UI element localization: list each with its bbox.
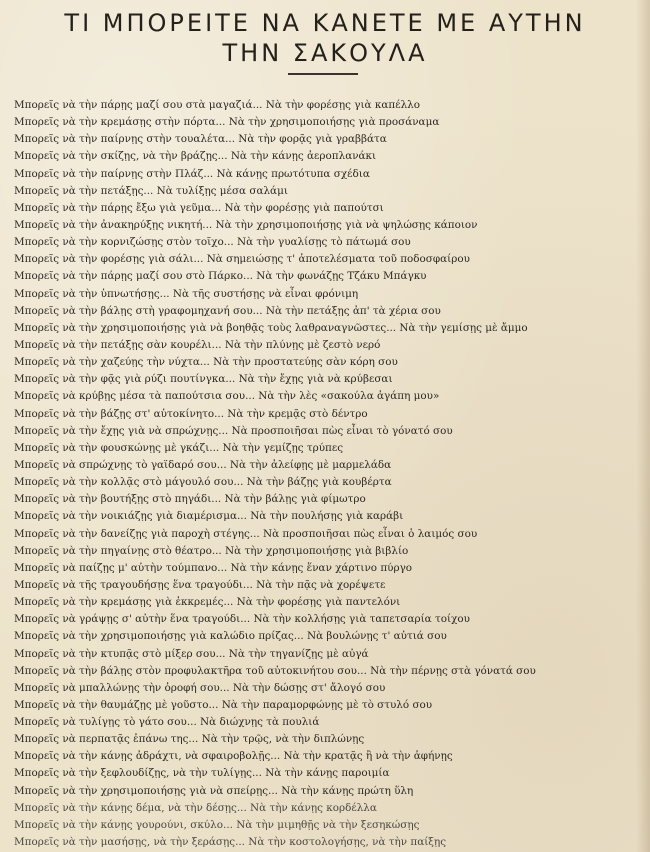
text-line: Μπορεῖς νὰ τὴν φουσκώνῃς μὲ γκάζι... Νὰ τὴν γεμίζῃς τρύπες [14,441,344,454]
text-line: Μπορεῖς νὰ τὴν παίρνῃς στὴν Πλάζ... Νὰ κάνῃς πρωτότυπα σχέδια [14,167,370,180]
text-line: Μπορεῖς νὰ τυλίγῃς τὸ γάτο σου... Νὰ διώχνῃς τὰ πουλιά [14,716,320,729]
text-line: Μπορεῖς νὰ τὴν βουτήξῃς στὸ πηγάδι... Νὰ τὴν βάλῃς γιὰ φίμωτρο [14,493,366,506]
text-line: Μπορεῖς νὰ τὴν βάλῃς στὸν προφυλακτῆρα τοῦ αὐτοκινήτου σου... Νὰ τὴν πέρνῃς στὰ γόνατά σου [14,664,536,677]
text-line: Μπορεῖς νὰ τὴν ξεφλουδίζῃς, νὰ τὴν τυλίγῃς... Νὰ τὴν κάνῃς παροιμία [14,767,390,780]
text-line: Μπορεῖς νὰ τὴν μασήσῃς, νὰ τὴν ξεράσῃς... Νὰ τὴν κοστολογήσῃς, νὰ τὴν παίξῃς [14,836,447,849]
page-title [0,8,650,68]
text-line: Μπορεῖς νὰ τὴν πάρῃς μαζί σου στὰ μαγαζιά... Νὰ τὴν φορέσῃς γιὰ καπέλλο [14,99,421,111]
text-line: Μπορεῖς νὰ σπρώχνῃς τὸ γαϊδαρό σου... Νὰ τὴν ἀλείφῃς μὲ μαρμελάδα [14,458,392,471]
text-line: Μπορεῖς νὰ μπαλλώνῃς τὴν ὀροφή σου... Νὰ τὴν δώσῃς στ' ἄλογό σου [14,681,386,694]
text-line: Μπορεῖς νὰ τὴν κρεμάσῃς στὴν πόρτα... Νὰ τὴν χρησιμοποιήσῃς γιὰ προσάναμα [14,116,440,129]
text-line: Μπορεῖς νὰ τὴν πάρῃς ἔξω γιὰ γεῦμα... Νὰ τὴν φορέσῃς γιὰ παπούτσι [14,201,384,214]
suggestion-list [14,97,640,851]
text-line: Μπορεῖς νὰ τὴν νοικιάζῃς γιὰ διαμέρισμα... Νὰ τὴν πουλήσῃς γιὰ καράβι [14,510,404,523]
text-line: Μπορεῖς νὰ τὴν κρεμάσῃς γιὰ ἐκκρεμές... Νὰ τὴν φορέσῃς γιὰ παντελόνι [14,596,401,609]
text-line: Μπορεῖς νὰ τὴν πηγαίνῃς στὸ θέατρο... Νὰ τὴν χρησιμοποιήσῃς γιὰ βιβλίο [14,544,409,557]
text-line: Μπορεῖς νὰ τὴν χαζεύῃς τὴν νύχτα... Νὰ τὴν προστατεύῃς σὰν κόρη σου [14,356,398,369]
text-line: Μπορεῖς νὰ περπατᾷς ἐπάνω της... Νὰ τὴν τρῷς, νὰ τὴν διπλώνῃς [14,733,365,746]
text-line: Μπορεῖς νὰ τὴν κάνῃς ἀδράχτι, νὰ σφαιροβολῇς... Νὰ τὴν κρατᾷς ἢ νὰ τὴν ἀφήνῃς [14,750,453,763]
text-line: Μπορεῖς νὰ τὴν βάζῃς στ' αὐτοκίνητο... Νὰ τὴν κρεμᾷς στὸ δέντρο [14,407,368,420]
text-line: Μπορεῖς νὰ τὴν θαυμάζῃς μὲ γοῦστο... Νὰ τὴν παραμορφώνῃς μὲ τὸ στυλό σου [14,698,433,711]
title-underline-divider [288,73,358,75]
text-line: Μπορεῖς νὰ τὴν βάλῃς στὴ γραφομηχανή σου... Νὰ τὴν πετάξῃς ἀπ' τὰ χέρια σου [14,304,441,317]
text-line: Μπορεῖς νὰ κρύβῃς μέσα τὰ παπούτσια σου... Νὰ τὴν λὲς «σακούλα ἀγάπη μου» [14,390,440,403]
text-line: Μπορεῖς νὰ τὴν χρησιμοποιήσῃς γιὰ νὰ βοηθᾷς τοὺς λαθραναγνῶστες... Νὰ τὴν γεμίσῃς μὲ ἄμμο [14,321,528,334]
text-line: Μπορεῖς νὰ γράψῃς σ' αὐτὴν ἕνα τραγούδι... Νὰ τὴν κολλήσῃς γιὰ ταπετσαρία τοίχου [14,613,470,626]
text-line: Μπορεῖς νὰ τὴν ἀνακηρύξῃς νικητή... Νὰ τὴν χρησιμοποιήσῃς γιὰ νὰ ψηλώσῃς κάποιον [14,218,478,231]
text-line: Μπορεῖς νὰ τὴν χρησιμοποιήσῃς γιὰ νὰ σπείρῃς... Νὰ τὴν κάνῃς πρώτη ὕλη [14,784,414,797]
title-line-2: ΤΗΝ ΣΑΚΟΥΛΑ [222,39,428,67]
text-line: Μπορεῖς νὰ τὴν ἔχῃς γιὰ νὰ σπρώχνῃς... Νὰ προσποιῆσαι πὼς εἶναι τὸ γόνατό σου [14,424,453,437]
text-line: Μπορεῖς νὰ τῆς τραγουδήσῃς ἕνα τραγούδι... Νὰ τὴν πᾷς νὰ χορέψετε [14,578,386,591]
text-line: Μπορεῖς νὰ τὴν χρησιμοποιήσῃς γιὰ καλώδιο πρίζας... Νὰ βουλώνῃς τ' αὐτιά σου [14,630,447,643]
text-line: Μπορεῖς νὰ τὴν κορνιζώσῃς στὸν τοῖχο... Νὰ τὴν γυαλίσῃς τὸ πάτωμά σου [14,236,411,249]
text-line: Μπορεῖς νὰ τὴν δανείζῃς γιὰ παροχὴ στέγης... Νὰ προσποιῆσαι πὼς εἶναι ὁ λαιμός σου [14,527,478,540]
text-line: Μπορεῖς νὰ τὴν κάνῃς γουρούνι, σκύλο... Νὰ τὴν μιμηθῇς νὰ τὴν ξεσηκώσῃς [14,818,420,831]
text-line: Μπορεῖς νὰ τὴν φορέσῃς γιὰ σάλι... Νὰ σημειώσῃς τ' ἀποτελέσματα τοῦ ποδοσφαίρου [14,253,470,266]
text-line: Μπορεῖς νὰ τὴν πετάξῃς... Νὰ τυλίξῃς μέσα σαλάμι [14,184,288,197]
text-line: Μπορεῖς νὰ τὴν φᾷς γιὰ ρύζι πουτίνγκα... Νὰ τὴν ἔχῃς γιὰ νὰ κρύβεσαι [14,373,393,386]
text-line: Μπορεῖς νὰ τὴν κάνῃς δέμα, νὰ τὴν δέσῃς... Νὰ τὴν κάνῃς κορδέλλα [14,801,377,814]
text-line: Μπορεῖς νὰ τὴν κολλᾷς στὸ μάγουλό σου... Νὰ τὴν βάζῃς γιὰ κουβέρτα [14,476,392,489]
text-line: Μπορεῖς νὰ παίζῃς μ' αὐτὴν τούμπανο... Νὰ τὴν κάνῃς ἕναν χάρτινο πύργο [14,561,413,574]
text-line: Μπορεῖς νὰ τὴν πετάξῃς σὰν κουρέλι... Νὰ τὴν πλύνῃς μὲ ζεστὸ νερό [14,338,381,351]
title-line-1: ΤΙ ΜΠΟΡΕΙΤΕ ΝΑ ΚΑΝΕΤΕ ΜΕ ΑΥΤΗΝ [64,9,586,37]
text-line: Μπορεῖς νὰ τὴν πάρῃς μαζί σου στὸ Πάρκο... Νὰ τὴν φωνάζῃς Τζάκυ Μπάγκυ [14,270,427,283]
text-line: Μπορεῖς νὰ τὴν σκίζῃς, νὰ τὴν βράζῃς... Νὰ τὴν κάνῃς ἀεροπλανάκι [14,150,377,163]
text-line: Μπορεῖς νὰ τὴν ὑπνωτήσῃς... Νὰ τῆς συστήσῃς νὰ εἶναι φρόνιμη [14,287,359,300]
text-line: Μπορεῖς νὰ τὴν κτυπᾷς στὸ μίξερ σου... Νὰ τὴν τηγανίζῃς μὲ αὐγά [14,647,369,660]
text-line: Μπορεῖς νὰ τὴν παίρνῃς στὴν τουαλέτα... Νὰ τὴν φορᾷς γιὰ γραββάτα [14,133,387,146]
